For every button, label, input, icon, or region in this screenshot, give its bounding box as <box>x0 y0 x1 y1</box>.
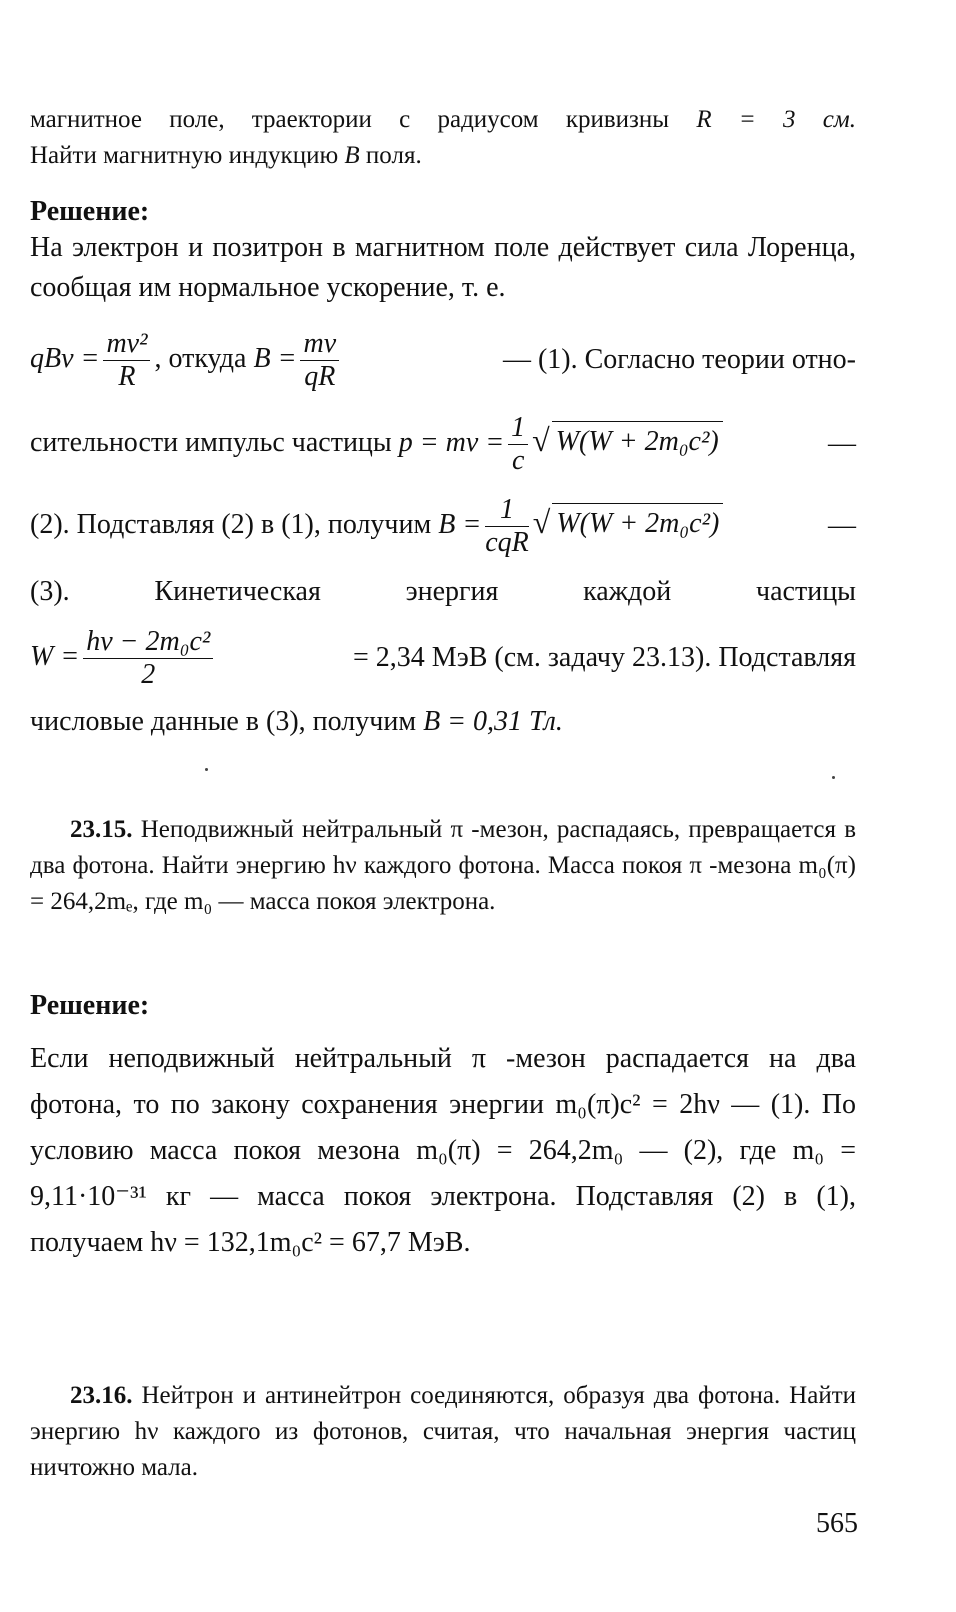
eq2-lhs: B = <box>253 342 297 374</box>
momentum-radicand: W(W + 2m₀c²) <box>552 421 723 462</box>
eq2-tail: — (1). Согласно теории отно- <box>502 344 856 375</box>
speck <box>205 768 208 771</box>
problem-number: 23.15. <box>70 816 133 843</box>
energy-lhs: W = <box>30 640 80 672</box>
equation-line-3 <box>30 490 856 562</box>
page-number: 565 <box>816 1508 858 1539</box>
momentum-lhs: p = mv = <box>398 426 505 458</box>
result-formula: B = 0,31 Тл. <box>423 706 563 737</box>
solution-heading-2: Решение: <box>30 990 150 1021</box>
eq1-lhs: qBv = <box>30 342 100 374</box>
result-line-1 <box>30 702 856 742</box>
result-text: числовые данные в (3), получим <box>30 706 417 737</box>
continuation-line2-end: поля. <box>365 142 422 169</box>
eq1-fraction: $\frac{\text{mv²}}{R}$ <box>103 328 150 393</box>
energy-tail: = 2,34 МэВ (см. задачу 23.13). Подставляя <box>353 642 856 673</box>
problem-continuation <box>30 102 856 174</box>
problem-text: Нейтрон и антинейтрон соединяются, образуя два фотона. Найти энергию hν каждого из фотонов, считая, что начальная энергия частиц ничтожно мала. <box>30 1382 857 1481</box>
energy-fraction: $\frac{\text{hν − 2m₀c²}}{2}$ <box>83 626 213 691</box>
momentum-fraction: $\frac{1}{c}$ <box>508 412 528 477</box>
problem-23-16 <box>30 1378 856 1486</box>
sqrt-symbol-icon: √ <box>532 421 550 458</box>
kinetic-energy-line: (3). Кинетическая энергия каждой частицы <box>30 576 856 607</box>
problem-number: 23.16. <box>70 1382 133 1409</box>
field-radicand: W(W + 2m₀c²) <box>552 503 723 544</box>
field-fraction: $\frac{1}{\text{cqR}}$ <box>485 493 529 558</box>
continuation-line2: Найти магнитную индукцию <box>30 142 339 169</box>
radius-formula: R = 3 см. <box>696 106 857 133</box>
sqrt-symbol-icon: √ <box>532 503 551 540</box>
problem-text: Неподвижный нейтральный π -мезон, распадаясь, превращается в два фотона. Найти энергию hν каждого фотона. Масса покоя π -мезона m₀(π) = 264,2mₑ, где m₀ — масса покоя электрона. <box>30 816 856 915</box>
equation-line-2 <box>30 408 856 480</box>
problem-23-15 <box>30 812 856 920</box>
solution-heading-1: Решение: <box>30 196 150 227</box>
equation-line-1 <box>30 318 856 402</box>
continuation-line1: магнитное поле, траектории с радиусом кривизны <box>30 106 670 133</box>
variable-b: B <box>344 142 360 169</box>
momentum-dash: — <box>828 428 856 459</box>
solution-2-text: Если неподвижный нейтральный π -мезон распадается на два фотона, то по закону сохранения энергии m₀(π)c² = 2hν — (1). По условию масса покоя мезона m₀(π) = 264,2m₀ — (2), где m₀ = 9,11·10⁻³¹ кг — масса покоя электрона. Подставляя (2) в (1), получаем hν = 132,1m₀c² = 67,7 МэВ. <box>30 1043 856 1258</box>
equation-line-4 <box>30 616 856 700</box>
eq1-connector: , откуда <box>154 342 247 374</box>
eq2-fraction: $\frac{mv}{qR}$ <box>300 328 339 393</box>
field-lhs: B = <box>438 508 482 540</box>
substitution-text: (2). Подставляя (2) в (1), получим <box>30 508 432 540</box>
speck <box>832 776 835 779</box>
momentum-text: сительности импульс частицы <box>30 426 392 458</box>
solution-1-intro: На электрон и позитрон в магнитном поле действует сила Лоренца, сообщая им нормальное ускорение, т. е. <box>30 232 856 303</box>
field-dash: — <box>828 510 856 541</box>
